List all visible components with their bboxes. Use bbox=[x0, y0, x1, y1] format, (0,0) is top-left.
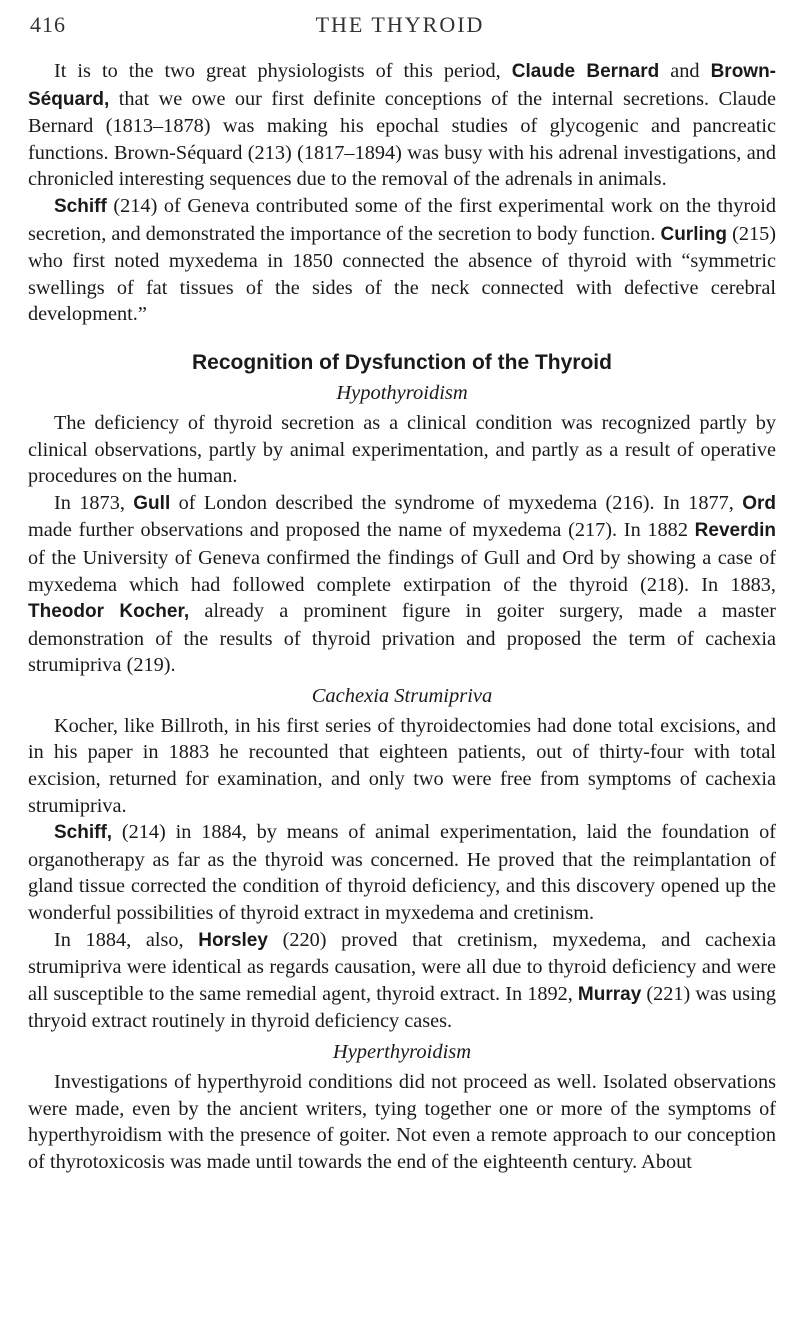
name-schiff: Schiff bbox=[54, 195, 107, 217]
paragraph-schiff-1884 bbox=[28, 819, 776, 926]
text: already a prominent figure in goiter surgery, made a master demonstration of the results of thyroid privation and proposed the term of cachexia strumipriva (219). bbox=[28, 600, 776, 677]
text: and bbox=[670, 60, 700, 82]
subheading-hypothyroidism: Hypothyroidism bbox=[336, 381, 468, 404]
text: (215) who first noted myxedema in 1850 connected the absence of thyroid with “symmetric swellings of fat tissues of the sides of the neck connected with defective cerebral development.” bbox=[28, 222, 776, 326]
name-reverdin: Reverdin bbox=[694, 520, 776, 542]
text: that we owe our first definite conceptions of the internal secretions. Claude Bernard (1813–1878) was making his epochal studies of glycogenic and pancreatic functions. Brown-Séquard (213) (1817–1894) was busy with his adrenal investigations, and chronicled interesting sequences due to the removal of the adrenals in animals. bbox=[28, 87, 776, 191]
name-murray: Murray bbox=[577, 983, 642, 1005]
running-head bbox=[0, 12, 800, 42]
page-number: 416 bbox=[30, 12, 66, 37]
paragraph-kocher-billroth bbox=[28, 713, 776, 819]
name-horsley: Horsley bbox=[198, 929, 268, 951]
paragraph-hyperthyroid-investigations bbox=[28, 1069, 776, 1175]
section-heading: Recognition of Dysfunction of the Thyroid bbox=[192, 350, 612, 374]
paragraph-schiff-curling bbox=[28, 193, 776, 328]
name-brown-sequard: Brown-Séquard, bbox=[28, 61, 777, 110]
text: It is to the two great physiologists of this period, bbox=[54, 60, 501, 82]
name-ord: Ord bbox=[742, 492, 776, 514]
name-curling: Curling bbox=[660, 223, 727, 245]
text: (214) of Geneva contributed some of the first experimental work on the thyroid secretion, and demonstrated the importance of the secretion to body function. bbox=[28, 194, 776, 245]
name-claude-bernard: Claude Bernard bbox=[511, 61, 660, 82]
name-theodor-kocher: Theodor Kocher, bbox=[28, 601, 190, 623]
text: In 1873, bbox=[54, 491, 125, 514]
text: Investigations of hyperthyroid conditions did not proceed as well. Isolated observations were made, even by the ancient writers, tying together one or more of the symptoms of hyperthyroidism with the presence of goiter. Not even a remote approach to our conception of thyrotoxicosis was made until towards the end of the eighteenth century. About bbox=[28, 1071, 776, 1173]
text: In 1884, also, bbox=[54, 928, 184, 951]
name-schiff-2: Schiff, bbox=[54, 822, 113, 844]
text: made further observations and proposed the name of myxedema (217). In 1882 bbox=[28, 519, 688, 542]
paragraph-horsley-murray bbox=[28, 927, 776, 1035]
name-gull: Gull bbox=[133, 492, 171, 514]
running-title: THE THYROID bbox=[315, 12, 485, 37]
subheading-cachexia-strumipriva: Cachexia Strumipriva bbox=[311, 684, 493, 707]
text: Kocher, like Billroth, in his first series of thyroidectomies had done total excisions, and in his paper in 1883 he recounted that eighteen patients, out of thirty-four with total excision, returned for examination, and only two were free from symptoms of cachexia strumipriva. bbox=[28, 714, 776, 817]
subheading-hyperthyroidism: Hyperthyroidism bbox=[332, 1041, 472, 1063]
text: of London described the syndrome of myxedema (216). In 1877, bbox=[178, 491, 734, 514]
paragraph-gull-ord-kocher bbox=[28, 490, 776, 679]
text: of the University of Geneva confirmed the findings of Gull and Ord by showing a case of myxedema which had followed complete extirpation of the thyroid (218). In 1883, bbox=[28, 546, 776, 596]
body-text bbox=[28, 58, 776, 1175]
text: The deficiency of thyroid secretion as a clinical condition was recognized partly by clinical observations, partly by animal experimentation, and partly as a result of operative procedures on the human. bbox=[28, 411, 776, 488]
paragraph-deficiency bbox=[28, 410, 776, 490]
text: (220) proved that cretinism, myxedema, and cachexia strumipriva were identical as regards causation, were all due to thyroid deficiency and were all susceptible to the same remedial agent, thyroid extract. In 1892, bbox=[28, 928, 776, 1005]
paragraph-bernard bbox=[28, 58, 776, 193]
text: (221) was using thryoid extract routinely in thyroid deficiency cases. bbox=[28, 982, 776, 1033]
text: (214) in 1884, by means of animal experimentation, laid the foundation of organotherapy as far as the thyroid was concerned. He proved that the reimplantation of gland tissue corrected the condition of thyroid deficiency, and this discovery opened up the wonderful possibilities of thyroid extract in myxedema and cretinism. bbox=[28, 821, 776, 925]
